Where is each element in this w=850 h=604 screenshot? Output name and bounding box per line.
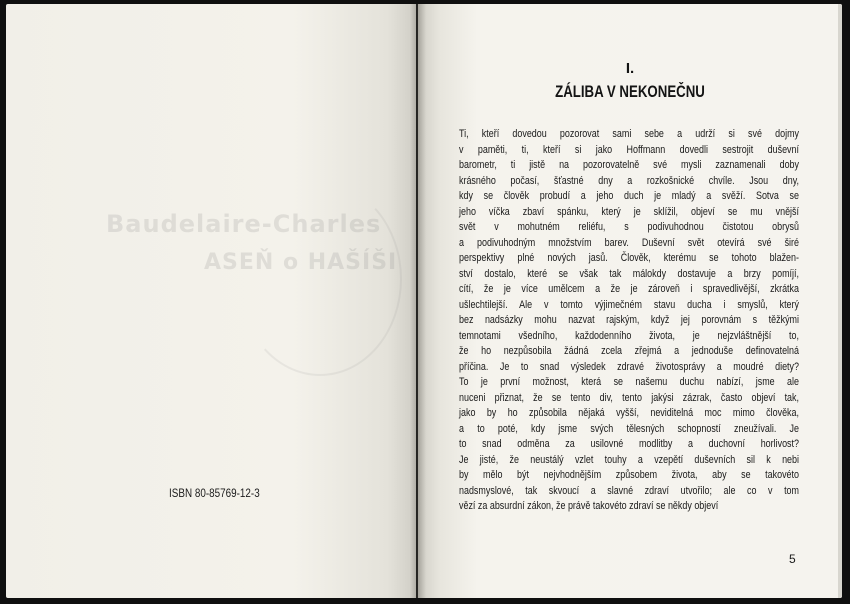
- text-line: a podivuhodným množstvím barev. Duševní svět otevírá své širé: [459, 236, 799, 249]
- show-through-title: ASEŇ o HAŠÍŠI: [204, 250, 398, 275]
- text-line: To je první možnost, která se našemu duchu nabízí, jsme ale: [459, 376, 799, 388]
- text-line: by mělo být nejvhodnějším způsobem života, aby se takovéto: [459, 469, 799, 481]
- chapter-number: I.: [625, 60, 635, 77]
- text-line: bez nadsázky mohu nazvat rajským, když jej porovnám s těžkými: [459, 314, 799, 326]
- text-line: příčina. Je to snad výsledek zdravé životosprávy a moudré diety?: [459, 360, 799, 373]
- page-number: 5: [789, 552, 796, 566]
- left-page: [6, 4, 416, 598]
- text-line: že ho nezpůsobila žádná zcela zřejmá a jednoduše definovatelná: [459, 345, 799, 357]
- text-line: temnotami všedního, každodenního života, je nejzvláštnější to,: [459, 329, 799, 342]
- right-page: [418, 4, 842, 598]
- text-line: svět v mohutném reliéfu, s podivuhodnou čistotou obrysů: [459, 221, 799, 233]
- text-line: jako by ho způsobila nějaká vyšší, neviditelná moc mimo člověka,: [459, 407, 799, 419]
- chapter-body-text: [459, 127, 799, 515]
- text-line: kdy se člověk probudí a jeho duch je mladý a svěží. Sotva se: [459, 190, 799, 202]
- text-line: nadsmyslové, tak skvoucí a slavné zdraví utvořilo; ale co v tom: [459, 484, 799, 497]
- open-book: [6, 4, 842, 598]
- text-line: to snad odměna za usilovné modlitby a duchovní horlivost?: [459, 438, 799, 450]
- page-edge: [838, 4, 842, 598]
- show-through-author: Baudelaire-Charles: [106, 210, 382, 238]
- text-line: ušlechtilejší. Ale v tomto výjimečném stavu ducha i smyslů, který: [459, 298, 799, 311]
- text-line: nuceni přiznat, že se tento div, tento jakýsi zázrak, často objeví tak,: [459, 391, 799, 404]
- text-line: barometr, ti jistě na pozorovatelně své mysli zaznamenali doby: [459, 159, 799, 171]
- book-gutter: [410, 4, 426, 598]
- text-line: Ti, kteří dovedou pozorovat sami sebe a udrží si své dojmy: [459, 128, 799, 140]
- text-line: Je jisté, že neustálý vzlet touhy a vzepětí duševních sil k nebi: [459, 453, 799, 466]
- text-line: krásného počasí, šťastné dny a rozkošnické chvíle. Jsou dny,: [459, 174, 799, 187]
- text-line: perspektivy plné nových jasů. Člověk, kterému se tohoto blažen-: [459, 252, 799, 264]
- chapter-title: ZÁLIBA V NEKONEČNU: [555, 82, 705, 101]
- text-line: v paměti, ti, kteří si jako Hoffmann dovedli sestrojit duševní: [459, 143, 799, 156]
- text-line: cítí, že je více umělcem a že je zároveň i spravedlivější, zkrátka: [459, 283, 799, 295]
- text-line: ství dostalo, které se však tak málokdy dostavuje a brzy pomíjí,: [459, 267, 799, 280]
- text-line: vězí za absurdní zákon, že právě takovéto zdraví se někdy objeví: [459, 500, 719, 512]
- text-line: a to poté, kdy jsme svých tělesných schopností zneužívali. Je: [459, 422, 799, 435]
- text-line: jeho víčka zbaví spánku, který je sklížil, objeví se mu vnější: [459, 205, 799, 218]
- show-through-emblem: [238, 182, 402, 376]
- isbn: ISBN 80-85769-12-3: [169, 488, 260, 500]
